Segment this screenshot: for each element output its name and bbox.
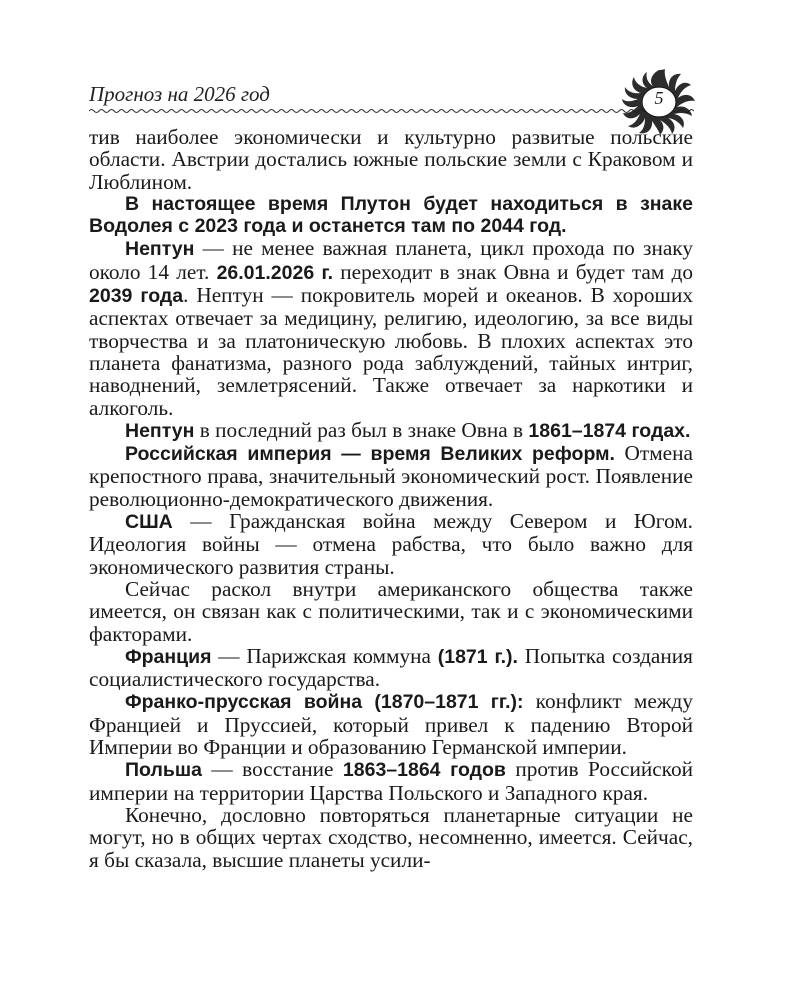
- paragraph: Франция — Парижская коммуна (1871 г.). Попытка создания социалистического государства.: [89, 643, 693, 692]
- body-text: [89, 126, 693, 871]
- lead-term: Франция: [125, 645, 212, 668]
- year: (1871 г.).: [437, 645, 518, 668]
- paragraph: Франко-прусская война (1870–1871 гг.): конфликт между Францией и Пруссией, который привел к падению Второй Империи во Франции и образованию Германской империи.: [89, 689, 693, 760]
- date: 26.01.2026 г.: [216, 261, 334, 284]
- lead-term: Франко-прусская война (1870–1871 гг.):: [125, 691, 524, 714]
- year: 2039 года: [89, 285, 184, 308]
- paragraph: тив наиболее экономически и культурно развитые польские области. Австрии достались южные польские земли с Краковом и Люблином.: [89, 125, 693, 194]
- lead-term: Польша: [125, 759, 202, 782]
- paragraph: США — Гражданская война между Севером и Югом. Идеология войны — отмена рабства, что было важно для экономического развития страны.: [89, 509, 693, 579]
- lead-term: Нептун: [125, 419, 195, 442]
- paragraph: Российская империя — время Великих реформ. Отмена крепостного права, значительный экономический рост. Появление революционно-демократического движения.: [89, 441, 693, 511]
- lead-term: США: [125, 511, 173, 534]
- page-number: 5: [654, 88, 664, 108]
- paragraph: Конечно, дословно повторяться планетарные ситуации не могут, но в общих чертах сходство, несомненно, имеется. Сейчас, я бы сказала, высшие планеты усили-: [89, 802, 693, 872]
- paragraph: Сейчас раскол внутри американского общества также имеется, он связан как с политическими, так и с экономическими факторами.: [89, 576, 693, 646]
- header-wavy-rule: [89, 108, 694, 114]
- paragraph: Польша — восстание 1863–1864 годов против Российской империи на территории Царства Польского и Западного края.: [89, 757, 693, 805]
- years: 1863–1864 годов: [342, 759, 506, 782]
- years: 1861–1874 годах.: [528, 419, 691, 442]
- lead-term: Нептун: [125, 238, 195, 261]
- paragraph-bold: В настоящее время Плутон будет находиться в знаке Водолея с 2023 года и останется там по 2044 год.: [89, 192, 693, 238]
- running-head-title: Прогноз на 2026 год: [89, 82, 270, 106]
- paragraph: Нептун — не менее важная планета, цикл прохода по знаку около 14 лет. 26.01.2026 г. переходит в знак Овна и будет там до 2039 года. Нептун — покровитель морей и океанов. В хороших аспектах отвечает за медицину, религию, идеологию, за все виды творчества и за платоническую любовь. В плохих аспектах это планета фанатизма, разного рода заблуждений, тайных интриг, наводнений, землетрясений. Также отвечает за наркотики и алкоголь.: [89, 236, 694, 420]
- paragraph: Нептун в последний раз был в знаке Овна в 1861–1874 годах.: [125, 417, 691, 442]
- lead-term: Российская империя — время Великих реформ.: [125, 443, 615, 466]
